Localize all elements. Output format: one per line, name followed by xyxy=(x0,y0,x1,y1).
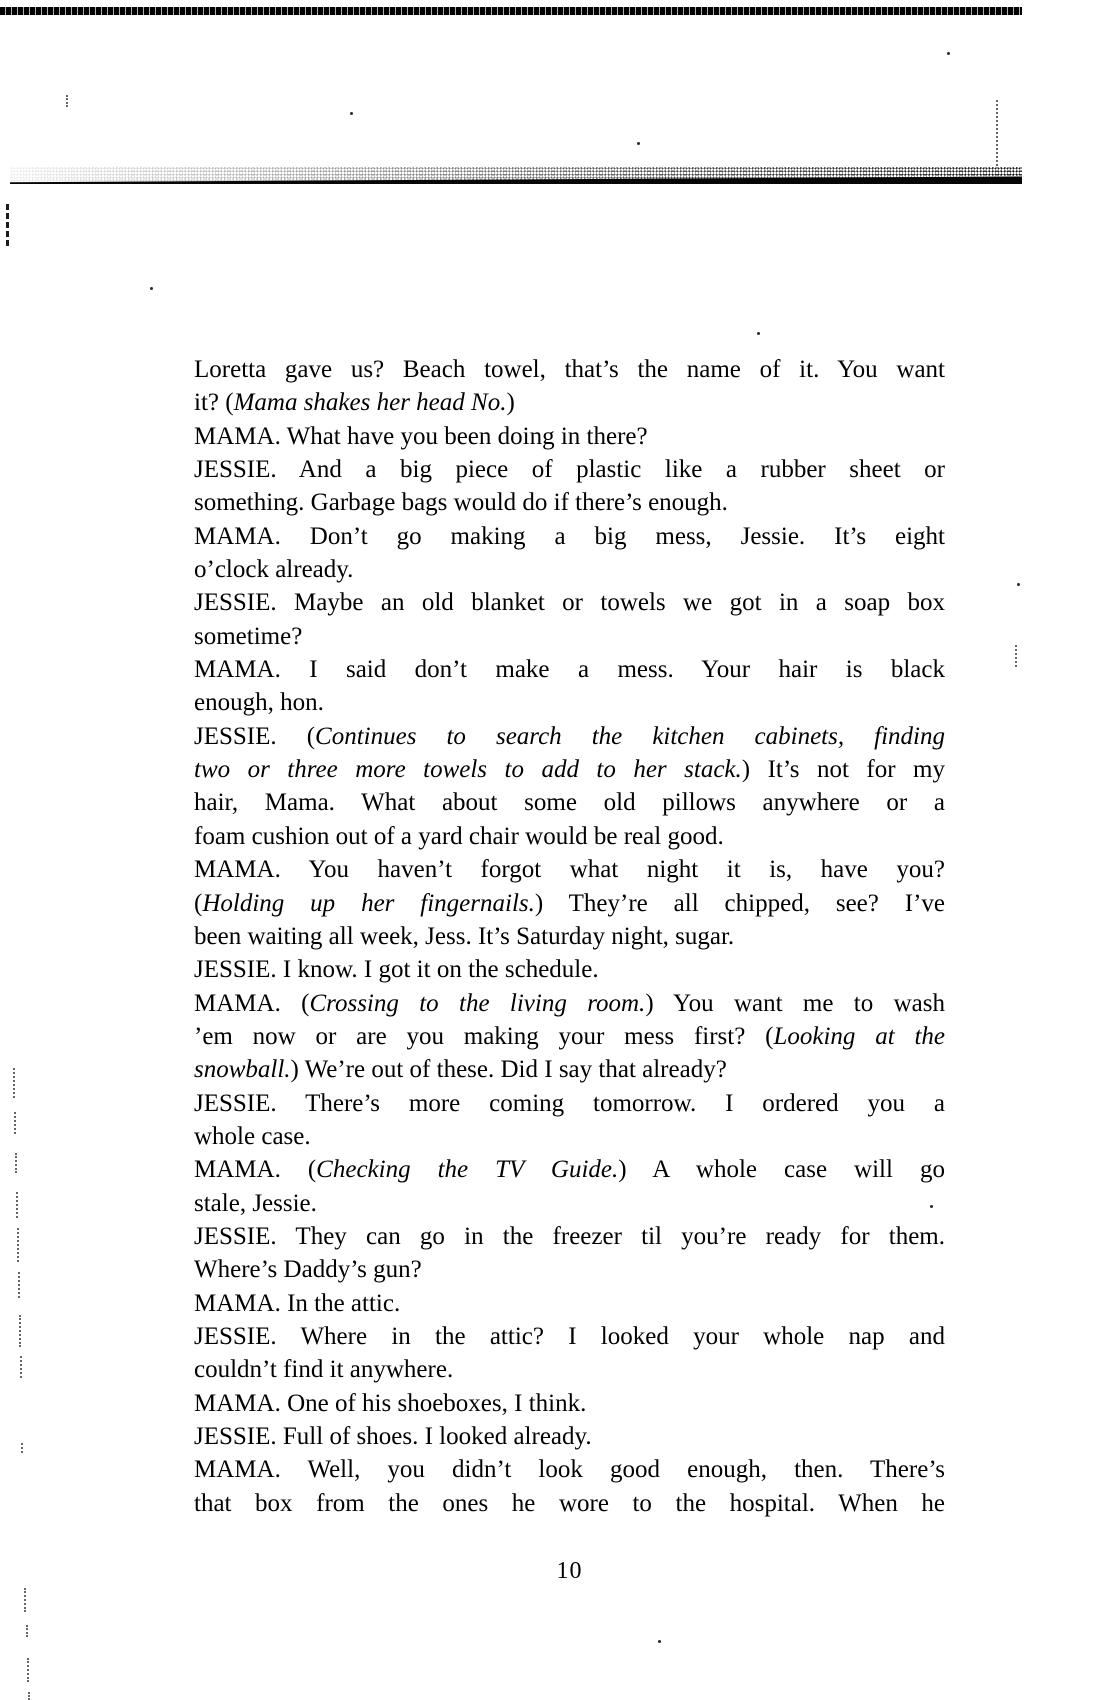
scan-top-bar xyxy=(0,7,1022,15)
stage-direction-text: Checking the TV Guide. xyxy=(316,1156,619,1184)
script-line xyxy=(194,953,945,986)
dialogue-text: JESSIE. There’s more coming tomorrow. I ordered you a xyxy=(194,1089,945,1117)
dialogue-text: JESSIE. They can go in the freezer til you’re ready for them. xyxy=(194,1222,945,1250)
script-line xyxy=(194,853,945,886)
dialogue-text: JESSIE. And a big piece of plastic like a rubber sheet or xyxy=(194,456,945,484)
scan-mark xyxy=(15,1153,17,1173)
scan-speck xyxy=(1017,583,1020,586)
dialogue-text: JESSIE. Full of shoes. I looked already. xyxy=(194,1423,592,1450)
script-line xyxy=(194,486,945,519)
script-line xyxy=(194,553,945,586)
dialogue-text: ) A whole case will go xyxy=(618,1156,945,1184)
script-line xyxy=(194,987,945,1020)
script-line xyxy=(194,887,945,920)
script-line xyxy=(194,1053,945,1086)
dialogue-text: MAMA. In the attic. xyxy=(194,1289,401,1317)
dialogue-text: o’clock already. xyxy=(194,556,354,584)
dialogue-text: Loretta gave us? Beach towel, that’s the name of it. You want xyxy=(194,356,945,383)
dialogue-text: ( xyxy=(194,889,203,917)
scan-mark xyxy=(26,1625,28,1637)
dialogue-text: JESSIE. Where in the attic? I looked your whole nap and xyxy=(194,1322,945,1350)
stage-direction-text: Continues to search the kitchen cabinets, finding xyxy=(315,722,945,750)
script-line xyxy=(194,1420,945,1453)
script-line xyxy=(194,1453,945,1486)
scan-mark xyxy=(16,1192,18,1218)
page-number: 10 xyxy=(556,1558,583,1584)
script-line xyxy=(194,620,945,653)
dialogue-text: something. Garbage bags would do if there’s enough. xyxy=(194,489,728,517)
stage-direction-text: two or three more towels to add to her stack. xyxy=(194,756,742,784)
dialogue-text: ) It’s not for my xyxy=(741,756,945,784)
stage-direction-text: Looking at the xyxy=(773,1022,945,1050)
dialogue-text: sometime? xyxy=(194,622,303,650)
scan-mark xyxy=(17,1228,19,1262)
script-line xyxy=(194,753,945,786)
dialogue-text: MAMA. ( xyxy=(194,1156,317,1184)
dialogue-text: enough, hon. xyxy=(194,689,324,717)
script-line xyxy=(194,1287,945,1320)
scan-mark xyxy=(24,1588,26,1612)
scan-mark xyxy=(21,1443,23,1453)
scan-mark xyxy=(20,1356,22,1378)
dialogue-text: MAMA. One of his shoeboxes, I think. xyxy=(194,1389,587,1417)
dialogue-text: MAMA. What have you been doing in there? xyxy=(194,422,648,450)
script-line xyxy=(194,1020,945,1053)
stage-direction-text: snowball. xyxy=(194,1056,291,1084)
script-line xyxy=(194,453,945,486)
scan-speck xyxy=(150,287,153,290)
scan-mark xyxy=(996,100,998,166)
scan-speck xyxy=(637,142,640,145)
script-line xyxy=(194,420,945,453)
script-line xyxy=(194,720,945,753)
scan-mark xyxy=(66,95,68,107)
script-line xyxy=(194,586,945,619)
stage-direction-text: Crossing to the living room. xyxy=(309,989,646,1017)
stage-direction-text: Mama shakes her head No. xyxy=(233,389,507,417)
script-line xyxy=(194,686,945,719)
dialogue-text: Where’s Daddy’s gun? xyxy=(194,1256,422,1284)
script-text xyxy=(194,353,945,1520)
script-line xyxy=(194,1487,945,1520)
scan-mark xyxy=(19,1315,21,1347)
script-line xyxy=(194,820,945,853)
script-line xyxy=(194,786,945,819)
scan-edge-shadow xyxy=(10,167,1022,184)
dialogue-text: it? ( xyxy=(194,389,234,417)
script-line xyxy=(194,1153,945,1186)
dialogue-text: MAMA. Well, you didn’t look good enough, then. There’s xyxy=(194,1456,945,1484)
script-line xyxy=(194,1087,945,1120)
dialogue-text: ’em now or are you making your mess first? ( xyxy=(194,1022,774,1050)
dialogue-text: that box from the ones he wore to the hospital. When he xyxy=(194,1489,945,1517)
dialogue-text: whole case. xyxy=(194,1122,311,1150)
dialogue-text: MAMA. You haven’t forgot what night it is, have you? xyxy=(194,856,945,884)
script-line xyxy=(194,386,945,419)
dialogue-text: ) We’re out of these. Did I say that already? xyxy=(290,1056,727,1084)
scan-speck xyxy=(947,52,950,55)
scan-speck xyxy=(350,112,353,115)
script-line xyxy=(194,1387,945,1420)
script-line xyxy=(194,1320,945,1353)
dialogue-text: couldn’t find it anywhere. xyxy=(194,1356,454,1384)
scan-mark xyxy=(27,1658,29,1682)
script-line xyxy=(194,520,945,553)
stage-direction-text: Holding up her fingernails. xyxy=(202,889,535,917)
dialogue-text: JESSIE. Maybe an old blanket or towels we got in a soap box xyxy=(194,589,945,617)
script-line xyxy=(194,1353,945,1386)
scan-speck xyxy=(757,332,760,335)
dialogue-text: MAMA. I said don’t make a mess. Your hair is black xyxy=(194,656,945,684)
scan-mark xyxy=(18,1272,20,1298)
scan-mark xyxy=(14,1112,16,1134)
dialogue-text: been waiting all week, Jess. It’s Saturday night, sugar. xyxy=(194,922,735,950)
dialogue-text: foam cushion out of a yard chair would be real good. xyxy=(194,822,724,850)
dialogue-text: ) You want me to wash xyxy=(645,989,945,1017)
script-line xyxy=(194,1187,945,1220)
scan-mark xyxy=(6,204,9,246)
dialogue-text: ) xyxy=(506,389,515,417)
dialogue-text: MAMA. Don’t go making a big mess, Jessie. It’s eight xyxy=(194,522,945,550)
dialogue-text: JESSIE. I know. I got it on the schedule. xyxy=(194,956,599,984)
script-line xyxy=(194,920,945,953)
script-line xyxy=(194,1220,945,1253)
scan-speck xyxy=(658,1640,661,1643)
script-line xyxy=(194,1120,945,1153)
scan-mark xyxy=(1015,645,1017,667)
dialogue-text: MAMA. ( xyxy=(194,989,310,1017)
script-line xyxy=(194,353,945,386)
dialogue-text: ) They’re all chipped, see? I’ve xyxy=(534,889,946,917)
dialogue-text: JESSIE. ( xyxy=(194,722,316,750)
scan-mark xyxy=(13,1068,15,1098)
scan-mark xyxy=(28,1692,30,1700)
script-line xyxy=(194,653,945,686)
dialogue-text: stale, Jessie. xyxy=(194,1189,317,1217)
script-line xyxy=(194,1253,945,1286)
dialogue-text: hair, Mama. What about some old pillows anywhere or a xyxy=(194,789,945,817)
